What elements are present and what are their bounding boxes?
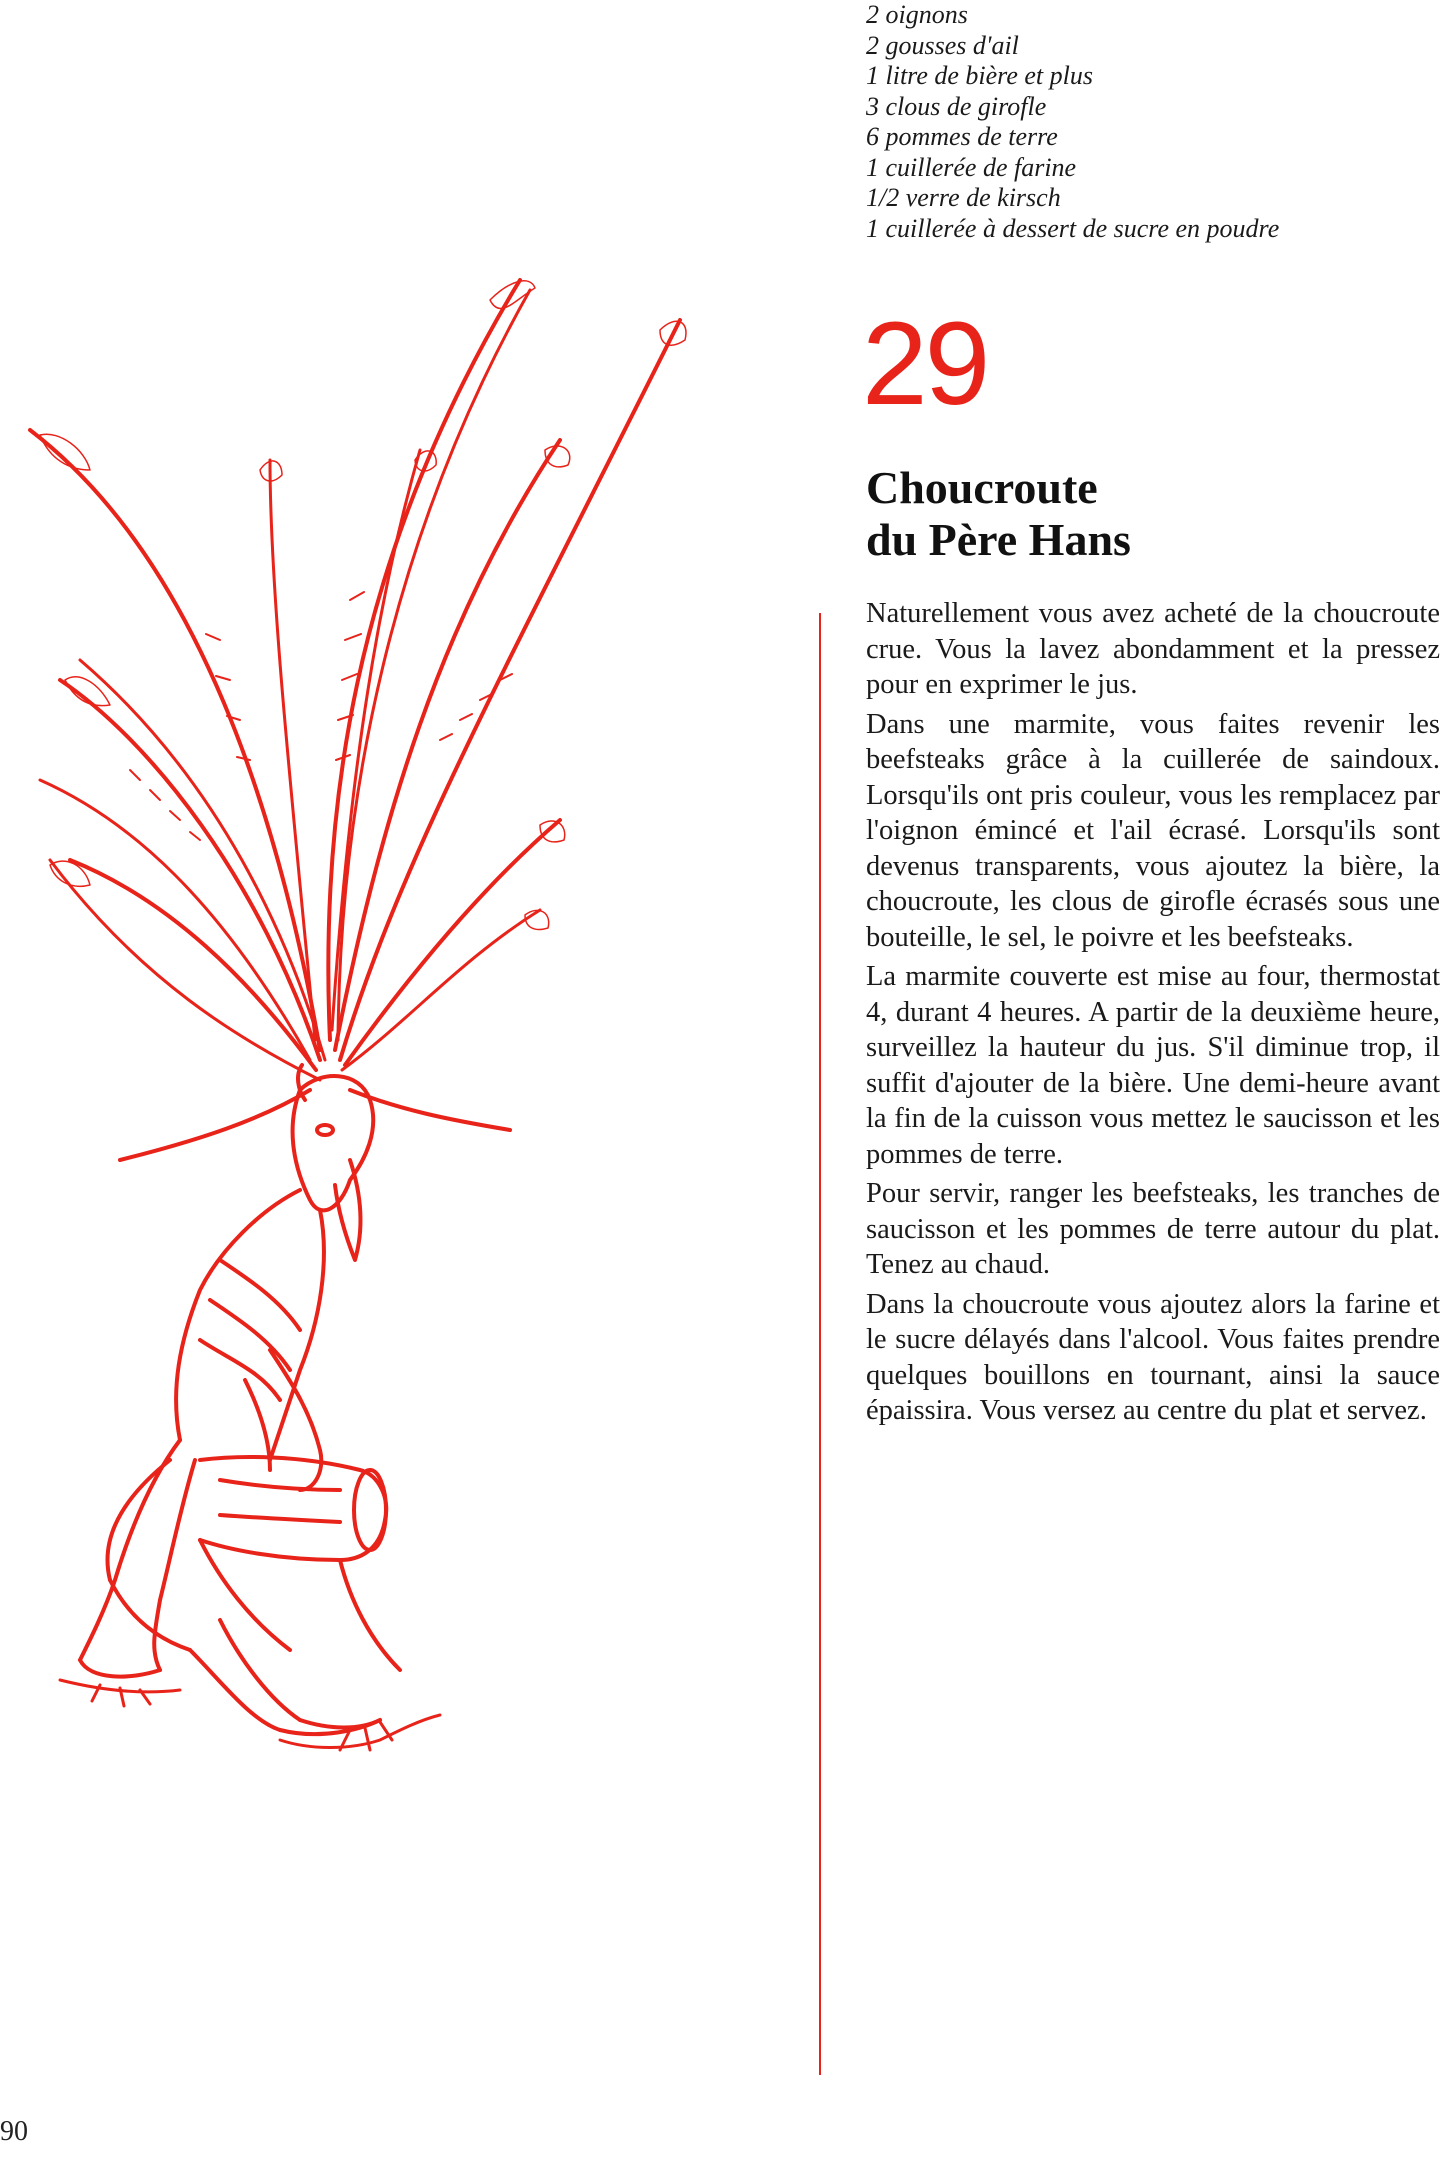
ingredient-item: 2 gousses d'ail — [866, 30, 1019, 60]
instruction-paragraph: La marmite couverte est mise au four, thermostat 4, durant 4 heures. A partir de la deuxième heure, surveillez la hauteur du jus. S'il diminue trop, il suffit d'ajouter de la bière. Une demi-heure avant la fin de la cuisson vous mettez le saucisson et les pommes de terre. — [866, 961, 1440, 1170]
recipe-title — [866, 462, 1131, 566]
ingredient-item: 1 cuillerée de farine — [866, 152, 1077, 182]
page-number: 90 — [0, 2116, 28, 2147]
ingredient-list — [866, 0, 1426, 244]
instruction-paragraph: Dans une marmite, vous faites revenir les beefsteaks grâce à la cuillerée de saindoux. Lorsqu'ils ont pris couleur, vous les remplacez par l'oignon émincé et l'ail écrasé. Lorsqu'ils sont devenus transparents, vous ajoutez la bière, la choucroute, les clous de girofle écrasés sous une bouteille, le sel, le poivre et les beefsteaks. — [866, 708, 1440, 953]
ingredient-item: 1 litre de bière et plus — [866, 61, 1093, 90]
instruction-paragraph: Dans la choucroute vous ajoutez alors la farine et le sucre délayés dans l'alcool. Vous faites prendre quelques bouillons en tournant, ainsi la sauce épaissira. Vous versez au centre du plat et servez. — [866, 1288, 1440, 1426]
ingredient-item: 6 pommes de terre — [866, 122, 1058, 151]
recipe-instructions — [866, 596, 1440, 1433]
ingredient-item: 1/2 verre de kirsch — [866, 183, 1061, 212]
red-grass-creature-woodcut-icon — [20, 260, 700, 2040]
instruction-paragraph: Pour servir, ranger les beefsteaks, les tranches de saucisson et les pommes de terre autour du plat. Tenez au chaud. — [866, 1178, 1440, 1280]
ingredient-item: 2 oignons — [866, 0, 968, 29]
instruction-paragraph: Naturellement vous avez acheté de la choucroute crue. Vous la lavez abondamment et la pressez pour en exprimer le jus. — [866, 598, 1440, 700]
recipe-number: 29 — [862, 298, 988, 430]
recipe-title-line-2: du Père Hans — [866, 514, 1131, 565]
ingredient-item: 3 clous de girofle — [866, 91, 1047, 121]
red-vertical-rule — [819, 613, 821, 2075]
recipe-title-line-1: Choucroute — [866, 462, 1098, 513]
ingredient-item: 1 cuillerée à dessert de sucre en poudre — [866, 213, 1280, 243]
